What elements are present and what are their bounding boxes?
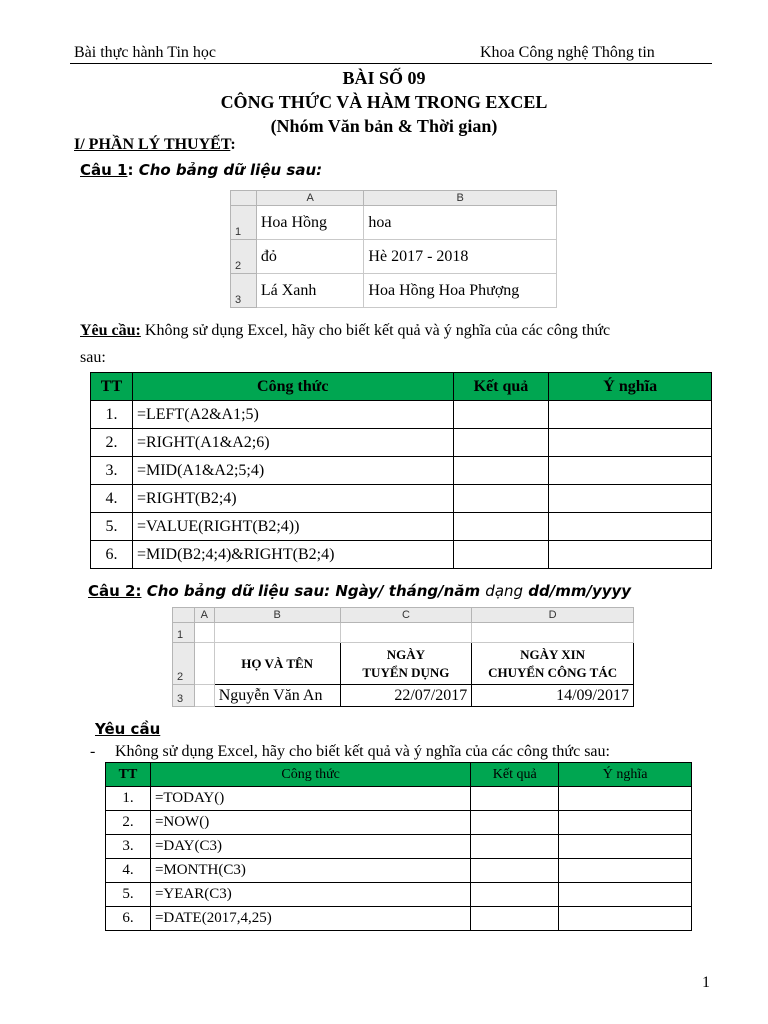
row-formula: =MID(A1&A2;5;4) xyxy=(132,457,453,485)
question-1-label: Câu 1 xyxy=(80,161,128,179)
row-index: 2. xyxy=(91,429,133,457)
row-result xyxy=(471,859,559,883)
row-result xyxy=(471,883,559,907)
question-2 xyxy=(88,582,631,600)
excel-sheet-1 xyxy=(230,190,557,308)
row-index: 5. xyxy=(106,883,151,907)
sheet2-header-hire-date xyxy=(340,643,472,685)
table-row xyxy=(91,513,712,541)
header-left: Bài thực hành Tin học xyxy=(74,44,217,61)
table-row xyxy=(91,541,712,569)
table1-header-tt: TT xyxy=(91,373,133,401)
section-heading-colon: : xyxy=(230,136,236,153)
sheet1-rownum: 2 xyxy=(231,240,257,274)
requirement-1 xyxy=(80,322,610,340)
formula-table-1 xyxy=(90,372,712,569)
row-meaning xyxy=(559,883,692,907)
row-result xyxy=(453,513,549,541)
lesson-subtitle: (Nhóm Văn bản & Thời gian) xyxy=(270,116,498,136)
row-result xyxy=(453,541,549,569)
lesson-title: CÔNG THỨC VÀ HÀM TRONG EXCEL xyxy=(220,92,548,112)
sheet2-header-name: HỌ VÀ TÊN xyxy=(214,643,340,685)
sheet1-cell-a1: Hoa Hồng xyxy=(256,206,364,240)
row-index: 2. xyxy=(106,811,151,835)
sheet2-col-a: A xyxy=(194,608,214,623)
row-meaning xyxy=(549,541,712,569)
row-result xyxy=(453,429,549,457)
requirement-1-text: Không sử dụng Excel, hãy cho biết kết quả và ý nghĩa của các công thức xyxy=(140,322,611,339)
question-2-text-plain: dạng xyxy=(485,582,524,600)
table-row xyxy=(91,429,712,457)
row-meaning xyxy=(549,429,712,457)
requirement-1-cont: sau: xyxy=(80,349,106,366)
row-index: 1. xyxy=(91,401,133,429)
row-meaning xyxy=(549,457,712,485)
row-meaning xyxy=(549,513,712,541)
row-index: 6. xyxy=(106,907,151,931)
requirement-1-label: Yêu cầu: xyxy=(80,322,141,339)
sheet1-rownum: 3 xyxy=(231,274,257,308)
row-result xyxy=(471,811,559,835)
row-formula: =MONTH(C3) xyxy=(150,859,470,883)
row-result xyxy=(453,401,549,429)
requirement-2-dash: - xyxy=(90,743,96,760)
question-2-label: Câu 2: xyxy=(88,582,142,600)
row-index: 5. xyxy=(91,513,133,541)
table-row xyxy=(106,787,692,811)
sheet2-rownum: 3 xyxy=(173,685,195,707)
row-result xyxy=(471,907,559,931)
row-formula: =DATE(2017,4,25) xyxy=(150,907,470,931)
sheet2-rownum: 2 xyxy=(173,643,195,685)
sheet2-col-b: B xyxy=(214,608,340,623)
question-2-text: Cho bảng dữ liệu sau: Ngày/ tháng/năm xyxy=(141,582,486,600)
sheet2-corner xyxy=(173,608,195,623)
table-row xyxy=(91,457,712,485)
sheet2-header-transfer-date xyxy=(472,643,634,685)
excel-sheet-2 xyxy=(172,607,634,707)
sheet1-col-a: A xyxy=(256,191,364,206)
row-index: 3. xyxy=(91,457,133,485)
sheet2-header-hire-line2: TUYỂN DỤNG xyxy=(362,664,450,680)
row-result xyxy=(453,485,549,513)
question-1-text: Cho bảng dữ liệu sau: xyxy=(133,161,323,179)
table-row xyxy=(106,859,692,883)
row-formula: =YEAR(C3) xyxy=(150,883,470,907)
header-rule xyxy=(70,63,712,64)
row-meaning xyxy=(549,401,712,429)
sheet2-rownum: 1 xyxy=(173,623,195,643)
row-index: 4. xyxy=(106,859,151,883)
sheet1-cell-a3: Lá Xanh xyxy=(256,274,364,308)
row-index: 1. xyxy=(106,787,151,811)
sheet2-cell-d3: 14/09/2017 xyxy=(472,685,634,707)
table2-header-formula: Công thức xyxy=(150,763,470,787)
sheet1-cell-b3: Hoa Hồng Hoa Phượng xyxy=(364,274,557,308)
sheet2-col-d: D xyxy=(472,608,634,623)
lesson-number: BÀI SỐ 09 xyxy=(342,68,426,88)
row-meaning xyxy=(559,859,692,883)
row-formula: =TODAY() xyxy=(150,787,470,811)
table1-header-formula: Công thức xyxy=(132,373,453,401)
table-row xyxy=(106,907,692,931)
requirement-2-label-text: Yêu cầu xyxy=(95,720,161,738)
table2-header-meaning: Ý nghĩa xyxy=(559,763,692,787)
sheet2-cell-b3: Nguyễn Văn An xyxy=(214,685,340,707)
row-formula: =MID(B2;4;4)&RIGHT(B2;4) xyxy=(132,541,453,569)
sheet1-cell-a2: đỏ xyxy=(256,240,364,274)
sheet1-col-b: B xyxy=(364,191,557,206)
row-formula: =DAY(C3) xyxy=(150,835,470,859)
row-meaning xyxy=(559,787,692,811)
row-formula: =RIGHT(B2;4) xyxy=(132,485,453,513)
question-1-colon: : xyxy=(127,161,134,179)
table-row xyxy=(106,811,692,835)
row-result xyxy=(471,835,559,859)
sheet1-cell-b2: Hè 2017 - 2018 xyxy=(364,240,557,274)
section-heading-text: I/ PHẦN LÝ THUYẾT xyxy=(74,136,231,153)
sheet1-rownum: 1 xyxy=(231,206,257,240)
row-result xyxy=(471,787,559,811)
sheet2-header-hire-line1: NGÀY xyxy=(386,646,426,662)
row-index: 6. xyxy=(91,541,133,569)
row-meaning xyxy=(549,485,712,513)
row-formula: =LEFT(A2&A1;5) xyxy=(132,401,453,429)
row-meaning xyxy=(559,907,692,931)
row-meaning xyxy=(559,811,692,835)
row-index: 3. xyxy=(106,835,151,859)
sheet1-cell-b1: hoa xyxy=(364,206,557,240)
question-2-format: dd/mm/yyyy xyxy=(523,582,632,600)
sheet2-cell-c3: 22/07/2017 xyxy=(340,685,472,707)
header-right: Khoa Công nghệ Thông tin xyxy=(480,44,655,61)
table2-header-tt: TT xyxy=(106,763,151,787)
question-1 xyxy=(80,161,322,179)
row-result xyxy=(453,457,549,485)
sheet2-header-transfer-line2: CHUYỂN CÔNG TÁC xyxy=(488,664,618,680)
table1-header-result: Kết quả xyxy=(453,373,549,401)
requirement-2-label xyxy=(95,720,160,738)
table-row xyxy=(91,401,712,429)
formula-table-2 xyxy=(105,762,692,931)
sheet1-corner xyxy=(231,191,257,206)
requirement-2-text: Không sử dụng Excel, hãy cho biết kết quả và ý nghĩa của các công thức sau: xyxy=(115,743,610,760)
row-index: 4. xyxy=(91,485,133,513)
row-formula: =NOW() xyxy=(150,811,470,835)
sheet2-col-c: C xyxy=(340,608,472,623)
table1-header-meaning: Ý nghĩa xyxy=(549,373,712,401)
row-formula: =VALUE(RIGHT(B2;4)) xyxy=(132,513,453,541)
row-meaning xyxy=(559,835,692,859)
table-row xyxy=(106,883,692,907)
page-number: 1 xyxy=(702,974,710,991)
table2-header-result: Kết quả xyxy=(471,763,559,787)
table-row xyxy=(106,835,692,859)
table-row xyxy=(91,485,712,513)
sheet2-header-transfer-line1: NGÀY XIN xyxy=(520,646,586,662)
section-heading xyxy=(74,136,236,154)
row-formula: =RIGHT(A1&A2;6) xyxy=(132,429,453,457)
